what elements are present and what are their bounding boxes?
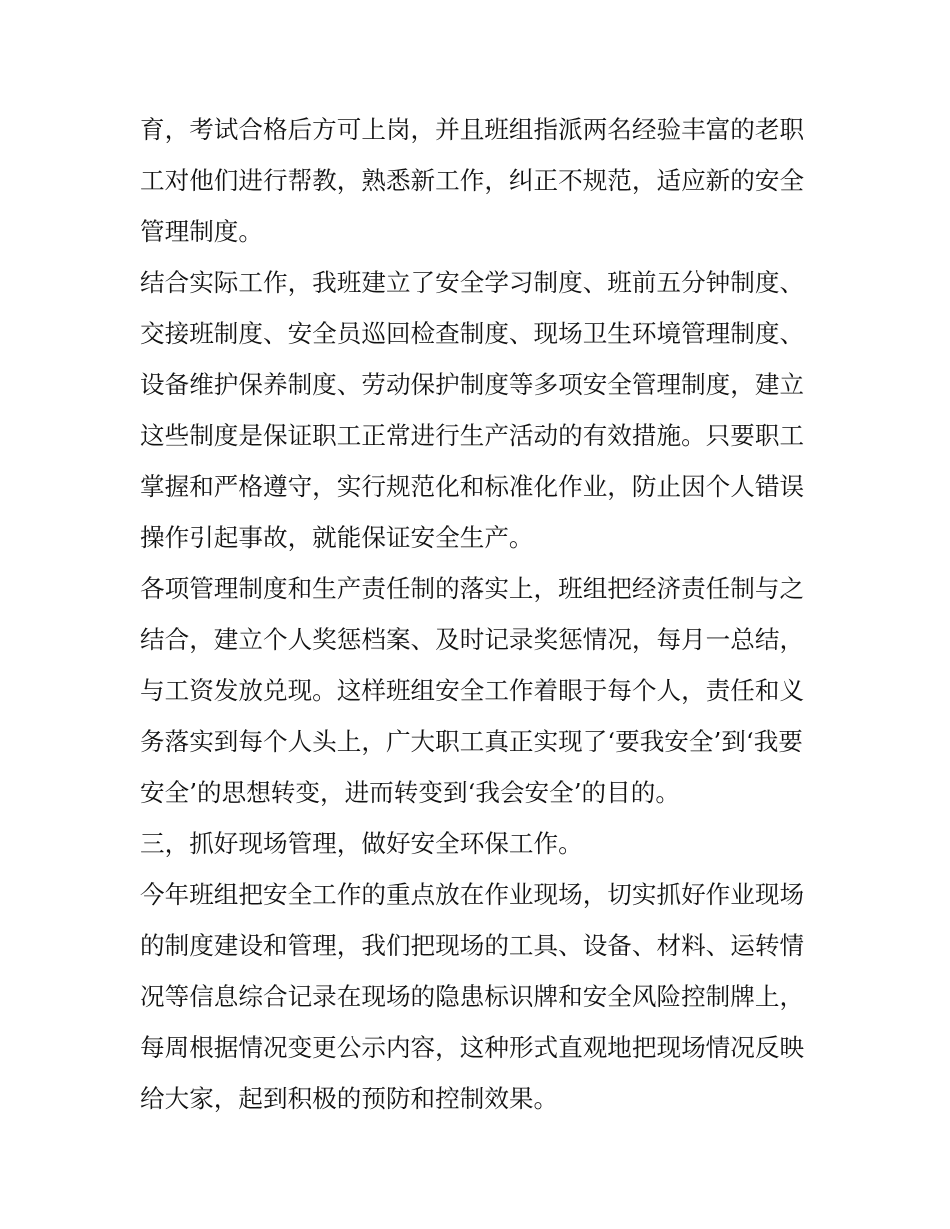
text-line: 今年班组把安全工作的重点放在作业现场，切实抓好作业现场 xyxy=(140,880,805,909)
text-line: 工对他们进行帮教，熟悉新工作，纠正不规范，适应新的安全 xyxy=(140,166,805,195)
text-line: 结合，建立个人奖惩档案、及时记录奖惩情况，每月一总结， xyxy=(140,625,805,654)
text-line: 各项管理制度和生产责任制的落实上，班组把经济责任制与之 xyxy=(140,574,805,603)
section-heading: 三，抓好现场管理，做好安全环保工作。 xyxy=(140,829,583,858)
text-line: 管理制度。 xyxy=(140,217,263,246)
text-line: 掌握和严格遵守，实行规范化和标准化作业，防止因个人错误 xyxy=(140,472,805,501)
text-line: 每周根据情况变更公示内容，这种形式直观地把现场情况反映 xyxy=(140,1033,805,1062)
text-line: 与工资发放兑现。这样班组安全工作着眼于每个人，责任和义 xyxy=(140,676,805,705)
text-line: 务落实到每个人头上，广大职工真正实现了‘要我安全’到‘我要 xyxy=(140,727,803,756)
text-line: 安全’的思想转变，进而转变到‘我会安全’的目的。 xyxy=(140,778,680,807)
text-line: 育，考试合格后方可上岗，并且班组指派两名经验丰富的老职 xyxy=(140,115,805,144)
text-line: 设备维护保养制度、劳动保护制度等多项安全管理制度，建立 xyxy=(140,370,805,399)
text-line: 这些制度是保证职工正常进行生产活动的有效措施。只要职工 xyxy=(140,421,805,450)
text-line: 的制度建设和管理，我们把现场的工具、设备、材料、运转情 xyxy=(140,931,805,960)
text-line: 结合实际工作，我班建立了安全学习制度、班前五分钟制度、 xyxy=(140,268,805,297)
text-line: 操作引起事故，就能保证安全生产。 xyxy=(140,523,534,552)
text-line: 给大家，起到积极的预防和控制效果。 xyxy=(140,1084,559,1113)
document-body xyxy=(140,104,820,1124)
text-line: 况等信息综合记录在现场的隐患标识牌和安全风险控制牌上， xyxy=(140,982,805,1011)
text-line: 交接班制度、安全员巡回检查制度、现场卫生环境管理制度、 xyxy=(140,319,805,348)
